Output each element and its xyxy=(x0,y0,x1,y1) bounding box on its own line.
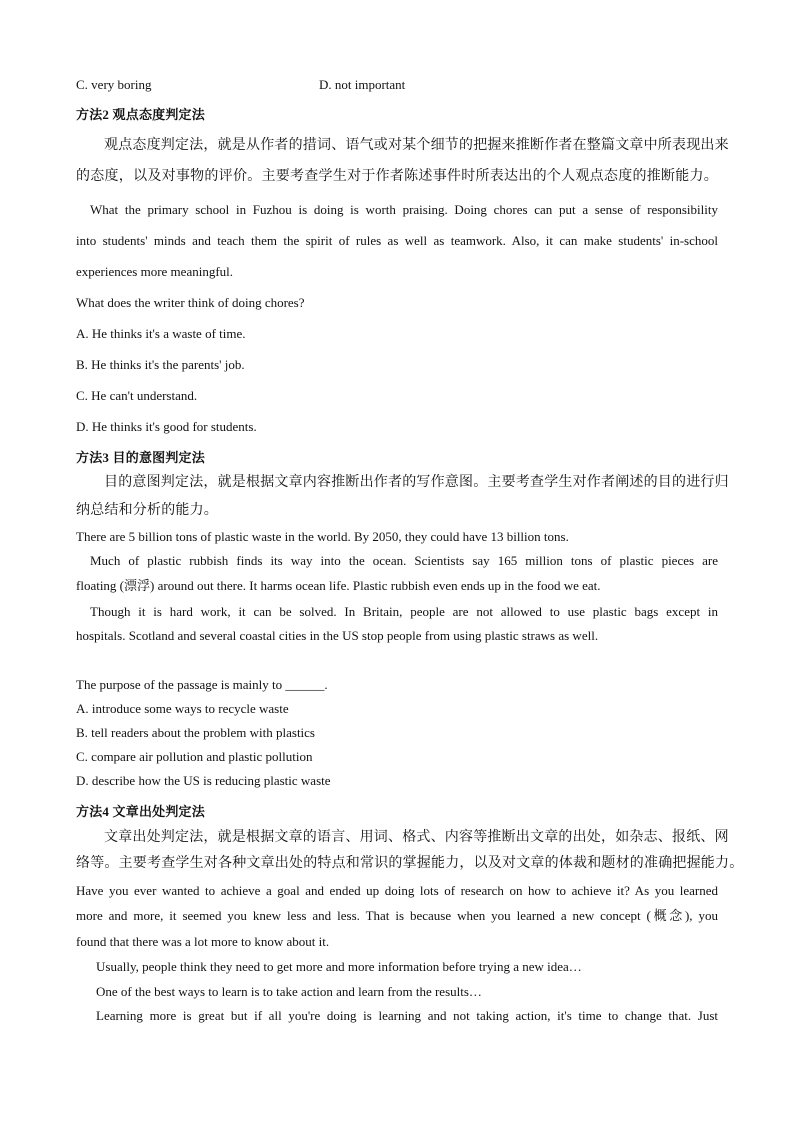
method2-heading: 方法2 观点态度判定法 xyxy=(76,107,205,122)
method3-desc-line1: 目的意图判定法，就是根据文章内容推断出作者的写作意图。主要考查学生对作者阐述的目的进行归 xyxy=(104,475,729,490)
method3-desc-line2: 纳总结和分析的能力。 xyxy=(76,503,218,518)
method3-passage-line3: floating (漂浮) around out there. It harms ocean life. Plastic rubbish even ends up in the food we eat. xyxy=(76,578,601,593)
method4-desc-line1: 文章出处判定法，就是根据文章的语言、用词、格式、内容等推断出文章的出处，如杂志、报纸、网 xyxy=(104,830,729,845)
method3-option-d: D. describe how the US is reducing plastic waste xyxy=(76,773,331,788)
method4-passage-line3: found that there was a lot more to know about it. xyxy=(76,934,330,949)
method3-passage-line2: Much of plastic rubbish finds its way into the ocean. Scientists say 165 million tons of plastic pieces are xyxy=(90,553,718,568)
method4-passage-line5: One of the best ways to learn is to take action and learn from the results… xyxy=(96,984,482,999)
option-d-text: D. not important xyxy=(319,77,406,92)
method3-option-b: B. tell readers about the problem with plastics xyxy=(76,725,315,740)
method3-heading: 方法3 目的意图判定法 xyxy=(76,450,205,465)
method2-passage-line3: experiences more meaningful. xyxy=(76,264,234,279)
method4-heading: 方法4 文章出处判定法 xyxy=(76,804,205,819)
method3-question: The purpose of the passage is mainly to ______. xyxy=(76,677,328,692)
method4-passage-line4: Usually, people think they need to get more and more information before trying a new idea… xyxy=(96,959,582,974)
method3-option-a: A. introduce some ways to recycle waste xyxy=(76,701,289,716)
method3-passage-line1: There are 5 billion tons of plastic waste in the world. By 2050, they could have 13 billion tons. xyxy=(76,529,569,544)
method2-option-c: C. He can't understand. xyxy=(76,388,198,403)
method2-desc-line2: 的态度，以及对事物的评价。主要考查学生对于作者陈述事件时所表达出的个人观点态度的推断能力。 xyxy=(76,169,718,184)
method4-desc-line2: 络等。主要考查学生对各种文章出处的特点和常识的掌握能力，以及对文章的体裁和题材的准确把握能力。 xyxy=(76,856,744,871)
method2-option-d: D. He thinks it's good for students. xyxy=(76,419,257,434)
method3-option-c: C. compare air pollution and plastic pollution xyxy=(76,749,313,764)
method2-option-b: B. He thinks it's the parents' job. xyxy=(76,357,245,372)
method2-passage-line2: into students' minds and teach them the spirit of rules as well as teamwork. Also, it can make students' in-school xyxy=(76,233,718,248)
method3-passage-line4: Though it is hard work, it can be solved. In Britain, people are not allowed to use plastic bags except in xyxy=(90,604,718,619)
method2-passage-line1: What the primary school in Fuzhou is doing is worth praising. Doing chores can put a sense of responsibility xyxy=(90,202,718,217)
method4-passage-line2: more and more, it seemed you knew less and less. That is because when you learned a new concept (概念), you xyxy=(76,908,718,923)
method3-passage-line5: hospitals. Scotland and several coastal cities in the US stop people from using plastic straws as well. xyxy=(76,628,599,643)
method2-desc-line1: 观点态度判定法，就是从作者的措词、语气或对某个细节的把握来推断作者在整篇文章中所表现出来 xyxy=(104,138,729,153)
method4-passage-line6: Learning more is great but if all you're doing is learning and not taking action, it's time to change that. Just xyxy=(96,1008,718,1023)
method2-option-a: A. He thinks it's a waste of time. xyxy=(76,326,246,341)
option-c-previous xyxy=(76,77,718,93)
option-c-text: C. very boring xyxy=(76,77,152,92)
method4-passage-line1: Have you ever wanted to achieve a goal and ended up doing lots of research on how to achieve it? As you learned xyxy=(76,883,718,898)
method2-question: What does the writer think of doing chores? xyxy=(76,295,305,310)
